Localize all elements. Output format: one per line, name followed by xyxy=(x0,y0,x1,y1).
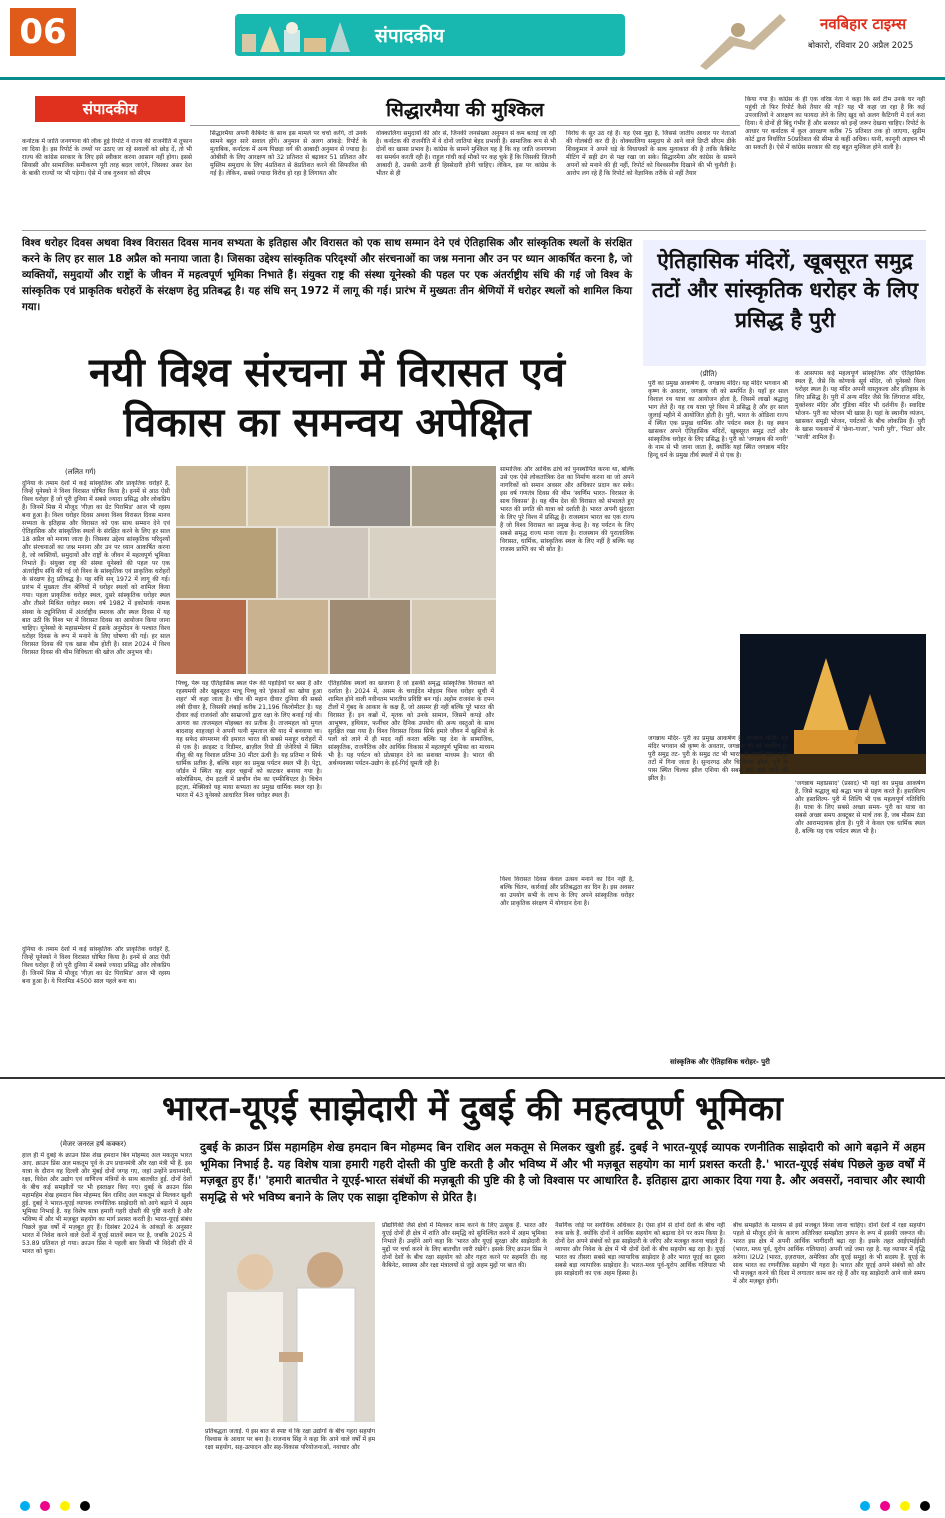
dubai-byline: (मेजर जनरल हर्ष कक्कर) xyxy=(60,1140,127,1148)
leaders-handshake-image xyxy=(205,1222,375,1422)
registration-mark-icon xyxy=(900,1501,910,1511)
dubai-column-5: बीच समझौते के माध्यम से इसे मजबूत किया जाना चाहिए। दोनों देशों में रक्षा सहयोग पहले से मौजूद होने के कारण अतिरिक्त समझौता ज्ञापन के रूप में इसकी जरूरत थी। भारत इस क्षेत्र में अपनी आर्थिक भागीदारी बढ़ा रहा है। इसके तहत आईएमईईसी (भारत, मध्य पूर्व, यूरोप आर्थिक गलियारा) अपनी जड़ें जमा रहा है. यह व्यापार में वृद्धि करेगा। I2U2 (भारत, इज़रायल, अमेरिका और यूएई समूह) के भी सदस्य हैं. यूएई के साथ भारत का रणनीतिक सहयोग भी गहरा है। भारत और यूएई अपने संबंधों को और भी मज़बूत करने की दिशा में लगातार काम कर रहे हैं और यह साझेदारी आने वाले समय में और मज़बूत होगी। xyxy=(733,1222,925,1286)
editorial-column-3: वोक्कालिगा समुदायों की ओर से, जिनकी जनसंख्या अनुमान से कम बताई जा रही है। कर्नाटक की राजनीति में ये दोनों जातियां बेहद प्रभावी हैं। सामाजिक रूप से भी दोनों का खासा प्रभाव है। कांग्रेस के सामने मुश्किल यह है कि वह जाति जनगणना का समर्थन करती रही है। राहुल गांधी कई मौकों पर कह चुके हैं कि जिसकी जितनी आबादी है, उसकी उतनी ही हिस्सेदारी होनी चाहिए। लेकिन, इस पर कांग्रेस के भीतर से ही xyxy=(376,130,556,178)
registration-mark-icon xyxy=(20,1501,30,1511)
heritage-headline-line-2: विकास का समन्वय अपेक्षित xyxy=(123,399,531,446)
pen-figure-illustration xyxy=(690,6,800,72)
puri-caption: सांस्कृतिक और ऐतिहासिक धरोहर- पुरी xyxy=(670,1058,770,1066)
newspaper-name: नवबिहार टाइम्स xyxy=(820,15,907,33)
heritage-headline-line-1: नयी विश्व संरचना में विरासत एवं xyxy=(88,349,566,396)
registration-mark-icon xyxy=(80,1501,90,1511)
editorial-column-1: कर्नाटक में जाति जनगणना की लीक हुई रिपोर्ट ने राज्य की राजनीति में तूफान ला दिया है। इस रिपोर्ट के तथ्यों पर उठाए जा रहे सवालों को छोड़ दें, तो भी राज्य की कांग्रेस सरकार के लिए इसे स्वीकार करना आसान नहीं होगा। इससे सियासी और सामाजिक समीकरण पूरी तरह बदल जाएंगे, जिसका असर देश के बाकी राज्यों पर भी पड़ेगा। ऐसे में जब गुरुवार को सीएम xyxy=(22,138,192,178)
heritage-column-3: ऐतिहासिक स्थलों का खजाना है जो इसकी समृद्ध सांस्कृतिक विरासत को दर्शाता है। 2024 में, असम के चराईदेव मोइदम विश्व धरोहर सूची में शामिल होने वाली नवीनतम भारतीय प्रविष्टि बन गई। अहोम राजवंश के दफ्न टीलों में गुंबद के आकार के कक्ष हैं, जो असमर ही नहीं बल्कि पूरे भारत की विरासत हैं। इन कब्रों में, मृतक को उनके सामान, जिसमें कपड़े और आभूषण, हथियार, फर्नीचर और दैनिक उपयोग की अन्य वस्तुओं के साथ सुरक्षित रखा गया है। विश्व विरासत दिवस सिर्फ हमारे जीवन में खुशियों के पलों को लाने में ही मदद नहीं करता बल्कि यह देश के सामाजिक, सांस्कृतिक, राजनैतिक और आर्थिक विकास में महत्वपूर्ण भूमिका का माध्यम भी है। यह पर्यटन को प्रोत्साहन देने का सशक्त माध्यम है। भारत की अर्थव्यवस्था पर्यटन-उद्योग के इर्द-गिर्द घूमती रही है। xyxy=(328,680,494,768)
heritage-intro: विश्व धरोहर दिवस अथवा विश्व विरासत दिवस मानव सभ्यता के इतिहास और विरासत को एक साथ सम्मान देने एवं ऐतिहासिक और सांस्कृतिक स्थलों के संरक्षित करने के लिए हर साल 18 अप्रैल को मनाया जाता है। जिसका उद्देश्य सांस्कृतिक परिदृश्यों और संरचनाओं का जश्न मनाना और उन पर ध्यान आकर्षित करना है, जो व्यक्तियों, समुदायों और राष्ट्रों के जीवन में महत्वपूर्ण भूमिका निभाते हैं। संयुक्त राष्ट्र की संस्था यूनेस्को की पहल पर एक अंतर्राष्ट्रीय संधि की गई जो विश्व के सांस्कृतिक एवं प्राकृतिक धरोहरों के संरक्षण हेतु प्रतिबद्ध है। यह संधि सन् 1972 में लागू की गई। प्रारंभ में मुख्यतः तीन श्रेणियों में धरोहर स्थलों को शामिल किया गया। xyxy=(22,237,632,313)
puri-headline: ऐतिहासिक मंदिरों, खूबसूरत समुद्र तटों और सांस्कृतिक धरोहर के लिए प्रसिद्ध है पुरी xyxy=(651,248,919,332)
dubai-column-4: नैसर्गिक जोड़े पर सर्वाधिक अधिकार है। ऐसा होने से दोनों देशों के बीच नहीं रुक सके हैं. क्योंकि दोनों ने आर्थिक सहयोग को बढ़ावा देने पर काम किया है। दोनों देश अपने संबंधों को इस साझेदारी के जरिए और मजबूत करना चाहते हैं। व्यापार और निवेश के क्षेत्र में भी दोनों देशों के बीच सहयोग बढ़ रहा है। यूएई भारत का तीसरा सबसे बड़ा व्यापारिक साझेदार है और भारत यूएई का दूसरा सबसे बड़ा व्यापारिक साझेदार है। भारत-मध्य पूर्व-यूरोप आर्थिक गलियारा भी इस साझेदारी का एक अहम हिस्सा है। xyxy=(555,1222,725,1278)
editorial-column-5: किया गया है। कांग्रेस के ही एक वरिष्ठ नेता ने कहा कि सर्वे टीम उनके घर नहीं पहुंची तो फिर रिपोर्ट कैसे तैयार की गई? यह भी कहा जा रहा है कि कई उपजातियों ने आरक्षण का फायदा लेने के लिए खुद को अलग कैटिगरी में दर्ज करा दिया। ये दोनों ही बिंदु गंभीर हैं और सरकार को इन्हें जरूर देखना चाहिए। रिपोर्ट के आधार पर कर्नाटक में कुल आरक्षण करीब 75 प्रतिशत तक हो जाएगा, सुप्रीम कोर्ट द्वारा निर्धारित 50प्रतिशत की सीमा से कहीं अधिक। यानी, कानूनी अड़चन भी आ सकती है। ऐसे में कांग्रेस सरकार की राह बहुत मुश्किल होने वाली है। xyxy=(745,96,925,152)
heritage-column-2: पिच्चू, पेरू यह ऐतिहासिक स्थल पेरू की पहाड़ियों पर बसा है और रहस्यमयी और खूबसूरत माचू पिच्चू को 'इंकाओं का खोया हुआ शहर' भी कहा जाता है। चीन की महान दीवार दुनिया की सबसे लंबी दीवार है, जिसकी लंबाई करीब 21,196 किलोमीटर है। यह दीवार कई राजवंशों और साम्राज्यों द्वारा रक्षा के लिए बनाई गई थी। आगरा का ताजमहल मोहब्बत का प्रतीक है। ताजमहल को मुगल बादशाह शाहजहां ने अपनी पत्नी मुमताज की याद में बनवाया था। यह सफेद संगमरमर की इमारत भारत की सबसे मशहूर धरोहरों में से एक है। क्राइस्ट द रिडीमर, ब्राज़ील रियो डी जेनेरियो में स्थित यीशु की यह विशाल प्रतिमा 30 मीटर ऊंची है। यह प्रतिमा न सिर्फ धार्मिक प्रतीक है, बल्कि शहर का प्रमुख पर्यटन स्थल भी है। पेट्रा, जॉर्डन में स्थित यह शहर चट्टानों को काटकर बनाया गया है। कोलोसियम, रोम इटली में प्राचीन रोम का एम्फीथिएटर है। चिचेन इट्ज़ा, मेक्सिको यह माया सभ्यता का प्रमुख धार्मिक स्थल रहा है। भारत में 43 यूनेस्को आधारित विश्व धरोहर स्थल हैं। xyxy=(176,680,322,800)
dubai-leaders-photo xyxy=(205,1222,375,1422)
dateline: बोकारो, रविवार 20 अप्रैल 2025 xyxy=(808,41,914,51)
heritage-column-4b: विश्व विरासत दिवस केवल उत्सव मनाने का दिन नहीं है, बल्कि चिंतन, कार्रवाई और प्रतिबद्धता का दिन है। इस अवसर का उपयोग सभी के लाभ के लिए अपने सांस्कृतिक धरोहर और प्राकृतिक संरक्षण में योगदान देना है। xyxy=(500,876,634,908)
heritage-column-4: सामाजिक और आर्थिक ढांचे को पुनर्स्थापित करना था, बल्कि उसे एक ऐसे लोकतांत्रिक देश का निर्माण करना था जो अपने नागरिकों को समान अवसर और अधिकार प्रदान कर सके। इस वर्ष गणतंत्र दिवस की थीम 'स्वर्णिम भारत- विरासत के साथ विकास' है। यह थीम देश की विरासत को संभालते हुए भारत की प्रगति की यात्रा को दर्शाती है। भारत अपनी सुंदरता के लिए पूरे विश्व में प्रसिद्ध है। राजस्थान भारत का एक राज्य है जो विश्व विरासत का प्रमुख केन्द्र है। यह पर्यटन के लिए सबसे समृद्ध राज्य माना जाता है। राजस्थान की पुरातात्विक विरासत, धार्मिक, सांस्कृतिक स्थल के लिए नहीं है बल्कि यह राजस्व प्राप्ति का भी स्रोत है। xyxy=(500,466,634,554)
editorial-tag: संपादकीय xyxy=(35,96,185,122)
heritage-monuments-image xyxy=(176,466,496,674)
editorial-column-4: विरोध के सुर उठ रहे हैं। यह ऐसा मुद्दा है, जिससे जातीय आधार पर नेताओं की गोलबंदी कर दी है। वोक्कालिगा समुदाय से आने वाले डिप्टी सीएम डीके शिवकुमार ने अपने धड़े के विधायकों के साथ मुलाकात की है ताकि कैबिनेट मीटिंग में सही ढंग से पक्ष रखा जा सके। सिद्धारमैया और कांग्रेस के सामने अपनों को मनाने की ही नहीं, रिपोर्ट को विश्वसनीय दिखाने की भी चुनौती है। आरोप लग रहे हैं कि रिपोर्ट को वैज्ञानिक तरीके से नहीं तैयार xyxy=(566,130,736,178)
heritage-column-1: दुनिया के तमाम देशों में कई सांस्कृतिक और प्राकृतिक धरोहरें हैं, जिन्हें यूनेस्को ने विश्व विरासत घोषित किया है। इनमें से आठ ऐसी विश्व धरोहर हैं जो पूरी दुनिया में सबसे ज्यादा प्रसिद्ध और लोकप्रिय हैं। जिनमें मिस्र में मौजूद 'गीज़ा का ग्रेट पिरामिड' आज भी रहस्य बना हुआ है। विश्व धरोहर दिवस अथवा विश्व विरासत दिवस मानव सभ्यता के इतिहास और विरासत को एक साथ सम्मान देने एवं ऐतिहासिक और सांस्कृतिक स्थलों के संरक्षित करने के लिए हर साल 18 अप्रैल को मनाया जाता है। जिसका उद्देश्य सांस्कृतिक परिदृश्यों और संरचनाओं का जश्न मनाना और उन पर ध्यान आकर्षित करना है, जो व्यक्तियों, समुदायों और राष्ट्रों के जीवन में महत्वपूर्ण भूमिका निभाते हैं। संयुक्त राष्ट्र की संस्था यूनेस्को की पहल पर एक अंतर्राष्ट्रीय संधि की गई जो विश्व के सांस्कृतिक एवं प्राकृतिक धरोहरों के संरक्षण हेतु प्रतिबद्ध है। यह संधि सन् 1972 में लागू की गई। प्रारंभ में मुख्यतः तीन श्रेणियों में धरोहर स्थलों को शामिल किया गया। पहला प्राकृतिक धरोहर स्थल, दूसरे सांस्कृतिक धरोहर स्थल और तीसरे मिश्रित धरोहर स्थल। वर्ष 1982 में इकोमार्क नामक संस्था के ट्यूनिशिया में अंतर्राष्ट्रीय स्मारक और स्थल दिवस में यह बात उठी कि विश्व भर में विरासत दिवस का आयोजन किया जाना चाहिए। यूनेस्को के महासम्मेलन में इसके अनुमोदन के पश्चात विश्व धरोहर दिवस के रूप में मनाने के लिए घोषणा की गई। हर साल विरासत दिवस की एक खास थीम होती है। साल 2024 में विश्व विरासत दिवस की थीम विविधता की खोज और अनुभव थी। xyxy=(22,480,170,656)
dubai-intro: दुबई के क्राउन प्रिंस महामहिम शेख हमदान बिन मोहम्मद बिन राशिद अल मकतूम से मिलकर खुशी हुई. दुबई ने भारत-यूएई व्यापक रणनीतिक साझेदारी को आगे बढ़ाने में अहम भूमिका निभाई है. यह विशेष यात्रा हमारी गहरी दोस्ती की पुष्टि करती है और भविष्य में और भी मज़बूत सहयोग का मार्ग प्रशस्त करती है.' भारत-यूएई संबंध पिछले कुछ वर्षों में मज़बूत हुए हैं।' 'हमारी बातचीत ने यूएई-भारत संबंधों की मज़बूती की पुष्टि की है जो विश्वास पर आधारित है. इतिहास द्वारा आकार दिया गया है. और अवसरों, नवाचार और स्थायी समृद्धि से भरे भविष्य बनाने के लिए एक साझा दृष्टिकोण से प्रेरित है। xyxy=(200,1141,925,1204)
registration-mark-icon xyxy=(40,1501,50,1511)
landmarks-illustration xyxy=(240,16,360,54)
dubai-column-1: हाल ही में दुबई के क्राउन प्रिंस शेख हमदान बिन मोहम्मद अल मकतूम भारत आए. क्राउन प्रिंस अल मकतूम पूर्व के उप प्रधानमंत्री और रक्षा मंत्री भी हैं. इस यात्रा के दौरान वह दिल्ली और मुंबई दोनों जगह गए, जहां उन्होंने प्रधानमंत्री, रक्षा, विदेश और उद्योग एवं वाणिज्य मंत्रियों के साथ बातचीत हुई. दोनों देशों के बीच कई समझौतों पर भी हस्ताक्षर किए गए। दुबई के क्राउन प्रिंस महामहिम शेख हमदान बिन मोहम्मद बिन राशिद अल मकतूम से मिलकर खुशी हुई. दुबई ने भारत-यूएई व्यापक रणनीतिक साझेदारी को आगे बढ़ाने में अहम भूमिका निभाई है. यह विशेष यात्रा हमारी गहरी दोस्ती की पुष्टि करती है और भविष्य में और भी मज़बूत सहयोग का मार्ग प्रशस्त करती है। भारत-यूएई संबंध पिछले कुछ वर्षों में मज़बूत हुए हैं। दिसंबर 2024 के आंकड़ों के अनुसार भारत में निवेश करने वाले देशों में यूएई सातवें स्थान पर है, जबकि 2025 में 53.89 प्रतिशत हो गया। क्राउन प्रिंस ने पहली बार किसी भी विदेशी दौरे में भारत को चुना। xyxy=(22,1152,192,1256)
registration-mark-icon xyxy=(860,1501,870,1511)
registration-mark-icon xyxy=(880,1501,890,1511)
heritage-column-1b: दुनिया के तमाम देशों में कई सांस्कृतिक और प्राकृतिक धरोहरें हैं, जिन्हें यूनेस्को ने विश्व विरासत घोषित किया है। इनमें से आठ ऐसी विश्व धरोहर हैं जो पूरी दुनिया में सबसे ज्यादा प्रसिद्ध और लोकप्रिय हैं। जिनमें मिस्र में मौजूद 'गीज़ा का ग्रेट पिरामिड' आज भी रहस्य बना हुआ है। ये पिरामिड 4500 साल पहले बना था। xyxy=(22,946,170,986)
puri-column-2: के आसपास कई महत्वपूर्ण सांस्कृतिक और ऐतिहासिक स्थल हैं, जैसे कि कोणार्क सूर्य मंदिर, जो यूनेस्को विश्व धरोहर स्थल है। यह मंदिर अपनी वास्तुकला और इतिहास के लिए प्रसिद्ध है। पुरी में अन्य मंदिर जैसे कि लिंगराज मंदिर, मुक्तेश्वर मंदिर और गुंडिचा मंदिर भी दर्शनीय हैं। स्वादिष्ट भोजन- पुरी का भोजन भी खास है। यहां के स्थानीय व्यंजन, खासकर समुद्री भोजन, पर्यटकों के बीच लोकप्रिय हैं। पुरी के खास पकवानों में 'छेना-गाजा', 'पानी पुरी', 'पिठा' और 'भाजी' शामिल हैं। xyxy=(795,370,925,442)
puri-column-2b: 'जगन्नाथ महाप्रसाद' (प्रसाद) भी यहां का प्रमुख आकर्षण है, जिसे श्रद्धालु बड़े श्रद्धा भाव से ग्रहण करते हैं। हस्तशिल्प और हस्तशिल्प- पुरी में शिल्पि भी एक महत्वपूर्ण गतिविधि है। यात्रा के लिए सबसे अच्छा समय- पुरी का यात्रा का सबसे अच्छा समय अक्टूबर से मार्च तक है, जब मौसम ठंडा और आरामदायक होता है। पुरी ने केवल एक धार्मिक स्थल है, बल्कि यह एक पर्यटन स्थल भी है। xyxy=(795,780,925,836)
dubai-column-3: प्रौद्योगिकी जैसे क्षेत्रों में मिलकर काम करने के लिए उत्सुक हैं. भारत और यूएई दोनों ही क्षेत्र में शांति और समृद्धि को सुनिश्चित करने में अहम भूमिका निभाते हैं। उन्होंने आगे कहा कि 'भारत और यूएई सुरक्षा और साझेदारी के मुद्दों पर चर्चा करने के लिए बातचीत जारी रखेंगे'। इसके लिए क्राउन प्रिंस ने दोनों देशों के बीच रक्षा सहयोग को और गहरा करने पर सहमति दी। वह कैबिनेट, स्वास्थ्य और रक्षा मंत्रालयों से जुड़े अहम मुद्दों पर बात की। xyxy=(382,1222,547,1270)
editorial-headline: सिद्धारमैया की मुश्किल xyxy=(190,96,740,126)
registration-mark-icon xyxy=(920,1501,930,1511)
dubai-headline: भारत-यूएई साझेदारी में दुबई की महत्वपूर्ण भूमिका xyxy=(0,1077,945,1137)
registration-mark-icon xyxy=(60,1501,70,1511)
puri-column-1b: जगन्नाथ मंदिर- पुरी का प्रमुख आकर्षण है, जगन्नाथ मंदिर। यह मंदिर भगवान श्री कृष्ण के अवतार, जगन्नाथ जी को समर्पित है। पुरी समुद्र तट- पुरी के समुद्र तट भी भारत के सबसे सुंदर समुद्र तटों में गिना जाता है। सुन्दरगढ़ और चिल्लिका झील- पुरी के पास स्थित चिल्का झील एशिया की सबसे बड़ी खारे पानी की झील है। xyxy=(648,735,788,783)
heritage-photo-collage xyxy=(176,466,496,674)
heritage-byline: (ललित गर्ग) xyxy=(65,468,96,476)
print-registration-bar xyxy=(0,1495,945,1518)
divider xyxy=(22,230,926,231)
page-number: 06 xyxy=(10,8,76,56)
puri-byline: (प्रीति) xyxy=(700,370,718,378)
puri-column-1: पुरी का प्रमुख आकर्षण है, जगन्नाथ मंदिर। यह मंदिर भगवान श्री कृष्ण के अवतार, जगन्नाथ जी को समर्पित है। यहाँ हर साल विशाल रथ यात्रा का आयोजन होता है, जिसमें लाखों श्रद्धालु भाग लेते हैं। यह रथ यात्रा पूरे विश्व में प्रसिद्ध है और हर साल जुलाई महीने में आयोजित होती है। पुरी, भारत के ओडिशा राज्य में स्थित एक प्रमुख धार्मिक और पर्यटन स्थल है। यह स्थान खासकर अपने ऐतिहासिक मंदिरों, खूबसूरत समुद्र तटों और सांस्कृतिक धरोहर के लिए प्रसिद्ध है। पुरी को 'जगन्नाथ की नगरी' के नाम से भी जाना जाता है, क्योंकि यहां स्थित जगन्नाथ मंदिर हिन्दू धर्म के प्रमुख तीर्थ स्थलों में से एक है। xyxy=(648,380,788,460)
editorial-column-2: सिद्धारमैया अपनी कैबिनेट के साथ इस मामले पर चर्चा करेंगे, तो उनके सामने बहुत सारे सवाल होंगे। अनुमान से अलग आंकड़े: रिपोर्ट के मुताबिक, कर्नाटक में अन्य पिछड़ा वर्ग की आबादी अनुमान से ज्यादा है। ओबीसी के लिए आरक्षण को 32 प्रतिशत से बढ़ाकर 51 प्रतिशत और मुस्लिम समुदाय के लिए 4प्रतिशत से 8प्रतिशत करने की सिफारिश की गई है। लेकिन, सबसे ज्यादा विरोध हो रहा है लिंगायत और xyxy=(210,130,367,178)
dubai-column-2: प्रतिबद्धता जताई. ये इस बात से स्पष्ट थे कि रक्षा उद्योगों के बीच गहरा सहयोग विश्वास के आधार पर बना है। राजनाथ सिंह ने कहा कि आने वाले वर्षों में हम रक्षा सहयोग, सह-उत्पादन और सह-विकास परियोजनाओं, नवाचार और xyxy=(205,1428,375,1452)
section-title: संपादकीय xyxy=(375,25,445,47)
heritage-headline xyxy=(22,348,632,448)
